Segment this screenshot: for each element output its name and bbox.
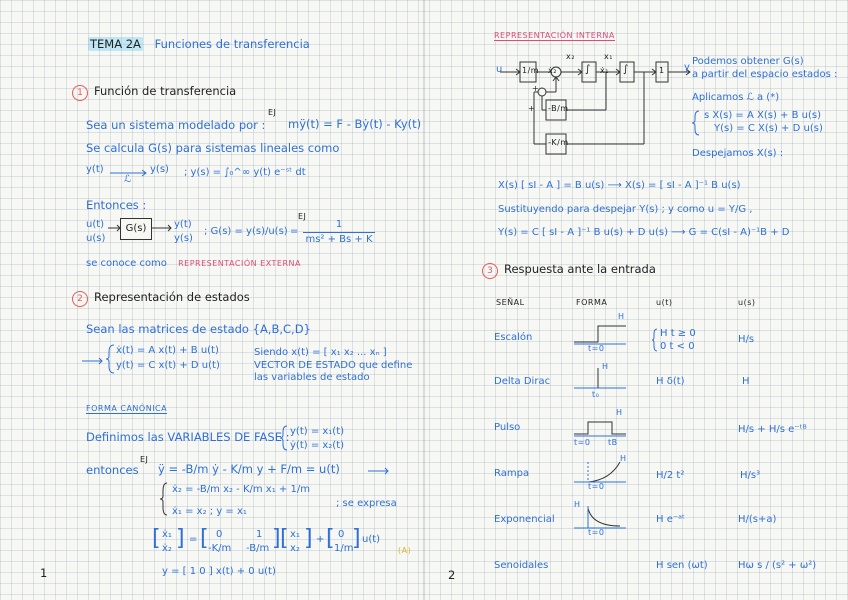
matrix-lhs-2: ẋ₂ bbox=[162, 543, 172, 554]
matrix-lhs-1: ẋ₁ bbox=[162, 529, 172, 540]
row-step-name: Escalón bbox=[494, 332, 533, 343]
step-ut-1: H t ≥ 0 bbox=[660, 328, 696, 339]
matrix-equals: = bbox=[189, 534, 198, 545]
transfer-denominator: ms² + Bs + K bbox=[305, 234, 373, 245]
diagram-output-gain: 1 bbox=[659, 66, 665, 75]
sine-ut: H sen (ωt) bbox=[656, 560, 708, 571]
col-header-signal: SEÑAL bbox=[496, 298, 525, 307]
matrix-a11: 0 bbox=[216, 529, 223, 540]
diagram-integrator-1: ∫ bbox=[585, 64, 591, 75]
diagram-integrator-2: ∫ bbox=[623, 64, 629, 75]
matrices-line: Sean las matrices de estado {A,B,C,D} bbox=[86, 322, 311, 336]
diagram-x2dot-label: ẋ₂ bbox=[548, 66, 557, 75]
ramp-amplitude: H bbox=[620, 454, 627, 463]
x-bracket-close: ] bbox=[304, 526, 313, 551]
diagram-plus-2: + bbox=[528, 104, 536, 113]
step-amplitude: H bbox=[618, 312, 625, 321]
right-page bbox=[424, 0, 848, 600]
laplace-state-eq: s X(s) = A X(s) + B u(s) bbox=[704, 110, 821, 121]
state-eq-1: ẋ₂ = -B/m x₂ - K/m x₁ + 1/m bbox=[172, 484, 310, 495]
vector-line-2: las variables de estado bbox=[254, 372, 370, 383]
matrix-a22: -B/m bbox=[246, 543, 270, 554]
step-ut-2: 0 t < 0 bbox=[660, 341, 695, 352]
section-3-heading bbox=[482, 262, 656, 279]
example-tag-2: EJ bbox=[298, 212, 307, 221]
pulse-tb: tB bbox=[608, 438, 618, 447]
step-us: H/s bbox=[738, 334, 755, 345]
diagram-input-label: u bbox=[496, 64, 503, 75]
ramp-us: H/s³ bbox=[740, 470, 761, 481]
diagram-x1dot-label: ẋ₁ bbox=[600, 66, 609, 75]
entonces-label: Entonces : bbox=[86, 198, 147, 212]
phase-variables-line: Definimos las VARIABLES DE FASE : bbox=[86, 430, 290, 444]
internal-representation-title: REPRESENTACIÓN INTERNA bbox=[494, 31, 615, 40]
pulse-us: H/s + H/s e⁻ᵗᴮ bbox=[738, 424, 807, 435]
siendo-line: Siendo x(t) = [ x₁ x₂ ... xₙ ] bbox=[254, 347, 387, 358]
note-line-1: Podemos obtener G(s) bbox=[692, 56, 804, 67]
pulse-amplitude: H bbox=[616, 408, 623, 417]
transfer-block bbox=[120, 218, 152, 240]
b-bracket-close: ] bbox=[352, 526, 361, 551]
diagram-feedback-2: -K/m bbox=[548, 138, 569, 147]
laplace-output: y(s) bbox=[150, 164, 169, 175]
ramp-ut: H/2 t² bbox=[656, 470, 685, 481]
externa-line bbox=[86, 258, 301, 269]
example-tag: EJ bbox=[268, 108, 277, 117]
col-header-ut: u(t) bbox=[656, 298, 673, 307]
exp-t0: t=0 bbox=[588, 528, 605, 537]
section-number: 1 bbox=[72, 85, 88, 101]
apply-laplace-line: Aplicamos ℒ a (*) bbox=[692, 92, 780, 103]
input-time: u(t) bbox=[86, 219, 105, 230]
state-brace bbox=[106, 344, 116, 374]
page-number: 1 bbox=[40, 566, 48, 580]
row-delta-name: Delta Dirac bbox=[494, 376, 551, 387]
phase-var-1: y(t) = x₁(t) bbox=[290, 426, 345, 437]
section-title: Respuesta ante la entrada bbox=[504, 262, 656, 276]
matrix-b2: 1/m bbox=[334, 543, 354, 554]
step-t0: t=0 bbox=[588, 344, 605, 353]
substitute-line: Sustituyendo para despejar Y(s) ; y como u = Y/G , bbox=[498, 204, 753, 215]
lhs-bracket-close: ] bbox=[176, 526, 185, 551]
matrix-x2: x₂ bbox=[290, 543, 300, 554]
step-brace bbox=[652, 328, 658, 352]
x-bracket: [ bbox=[280, 526, 289, 551]
transfer-definition: ; G(s) = y(s)/u(s) bbox=[204, 226, 288, 237]
topic-name: Funciones de transferencia bbox=[154, 37, 310, 51]
delta-amplitude: H bbox=[602, 362, 609, 371]
input-laplace: u(s) bbox=[86, 233, 106, 244]
laplace-system-brace bbox=[692, 110, 700, 136]
row-ramp-name: Rampa bbox=[494, 468, 530, 479]
vector-line-1: VECTOR DE ESTADO que define bbox=[254, 360, 413, 371]
laplace-output-eq: Y(s) = C X(s) + D u(s) bbox=[714, 123, 823, 134]
exp-ut: H e⁻ᵃᵗ bbox=[656, 514, 685, 525]
state-equation: ẋ(t) = A x(t) + B u(t) bbox=[116, 345, 219, 356]
transfer-numerator: 1 bbox=[335, 219, 343, 230]
diagram-input-gain: 1/m bbox=[522, 66, 540, 75]
diagram-x2-label: x₂ bbox=[566, 52, 575, 61]
matrix-a21: -K/m bbox=[208, 543, 232, 554]
transfer-result-equation: Y(s) = C [ sI - A ]⁻¹ B u(s) + D u(s) ⟶ G = C(sI - A)⁻¹B + D bbox=[498, 227, 790, 238]
externa-prefix: se conoce como bbox=[86, 258, 167, 269]
calc-line: Se calcula G(s) para sistemas lineales como bbox=[86, 141, 340, 155]
matrix-input: u(t) bbox=[362, 534, 381, 545]
exp-us: H/(s+a) bbox=[738, 514, 777, 525]
output-laplace: y(s) bbox=[174, 233, 193, 244]
col-header-shape: FORMA bbox=[576, 298, 608, 307]
topic-number: TEMA 2A bbox=[90, 37, 141, 51]
model-equation: mÿ(t) = F - Bẏ(t) - Ky(t) bbox=[288, 117, 422, 131]
diagram-feedback-1: -B/m bbox=[548, 104, 569, 113]
laplace-definition: ; y(s) = ∫₀^∞ y(t) e⁻ˢᵗ dt bbox=[184, 167, 306, 178]
output-matrix-equation: y = [ 1 0 ] x(t) + 0 u(t) bbox=[162, 566, 276, 577]
topic-title bbox=[88, 37, 310, 51]
se-expresa: ; se expresa bbox=[336, 498, 397, 509]
section-2-heading bbox=[72, 290, 250, 307]
transfer-block-label: G(s) bbox=[125, 223, 147, 234]
solve-line: Despejamos X(s) : bbox=[692, 148, 784, 159]
phase-var-2: ẏ(t) = x₂(t) bbox=[290, 440, 345, 451]
state-eq-2: ẋ₁ = x₂ ; y = x₁ bbox=[172, 506, 247, 517]
laplace-input: y(t) bbox=[86, 164, 104, 175]
block-output-arrow bbox=[151, 223, 175, 233]
delta-ut: H δ(t) bbox=[656, 376, 685, 387]
matrix-plus: + bbox=[316, 534, 325, 545]
delta-us: H bbox=[742, 376, 750, 387]
phase-brace bbox=[280, 425, 288, 451]
equals-sign: = bbox=[290, 226, 299, 237]
section-title: Función de transferencia bbox=[94, 84, 237, 98]
ode-equation: ÿ = -B/m ẏ - K/m y + F/m = u(t) bbox=[158, 462, 340, 476]
row-sine-name: Senoidales bbox=[494, 560, 549, 571]
matrix-a12: 1 bbox=[256, 529, 263, 540]
section-number: 2 bbox=[72, 291, 88, 307]
exp-amplitude: H bbox=[574, 500, 581, 509]
b-bracket: [ bbox=[326, 526, 335, 551]
pulse-t0: t=0 bbox=[574, 438, 591, 447]
lhs-bracket: [ bbox=[152, 526, 161, 551]
diagram-plus-1: + bbox=[532, 84, 540, 93]
row-exp-name: Exponencial bbox=[494, 514, 555, 525]
a-bracket-close: ] bbox=[272, 526, 281, 551]
section-1-heading bbox=[72, 84, 236, 101]
section-number: 3 bbox=[482, 263, 498, 279]
a-bracket: [ bbox=[200, 526, 209, 551]
output-time: y(t) bbox=[174, 219, 192, 230]
sine-us: Hω s / (s² + ω²) bbox=[738, 560, 817, 571]
note-line-2: a partir del espacio estados : bbox=[692, 69, 838, 80]
example-tag-3: EJ bbox=[140, 455, 149, 464]
ramp-t0: t=0 bbox=[588, 482, 605, 491]
model-line: Sea un sistema modelado por : bbox=[86, 118, 266, 132]
page-number: 2 bbox=[448, 568, 456, 582]
matrix-tag: (A) bbox=[398, 546, 412, 555]
matrix-b1: 0 bbox=[338, 529, 345, 540]
diagram-x1-label: x₁ bbox=[604, 52, 613, 61]
section-title: Representación de estados bbox=[94, 290, 250, 304]
row-pulse-name: Pulso bbox=[494, 422, 521, 433]
state-arrow bbox=[82, 356, 106, 366]
canonical-form-title: FORMA CANÓNICA bbox=[86, 404, 168, 413]
ode-arrow bbox=[368, 466, 392, 476]
fraction-bar bbox=[303, 232, 375, 233]
state-system-brace bbox=[160, 482, 168, 516]
output-equation: y(t) = C x(t) + D u(t) bbox=[116, 360, 220, 371]
entonces-2-label: entonces bbox=[86, 463, 139, 477]
col-header-us: u(s) bbox=[738, 298, 756, 307]
delta-t0: t₀ bbox=[592, 390, 600, 399]
laplace-operator: ℒ bbox=[124, 174, 132, 185]
matrix-x1: x₁ bbox=[290, 529, 300, 540]
externa-term: REPRESENTACIÓN EXTERNA bbox=[178, 259, 301, 268]
solve-x-equation: X(s) [ sI - A ] = B u(s) ⟶ X(s) = [ sI - A ]⁻¹ B u(s) bbox=[498, 180, 741, 191]
diagram-output-label: y bbox=[684, 62, 690, 73]
